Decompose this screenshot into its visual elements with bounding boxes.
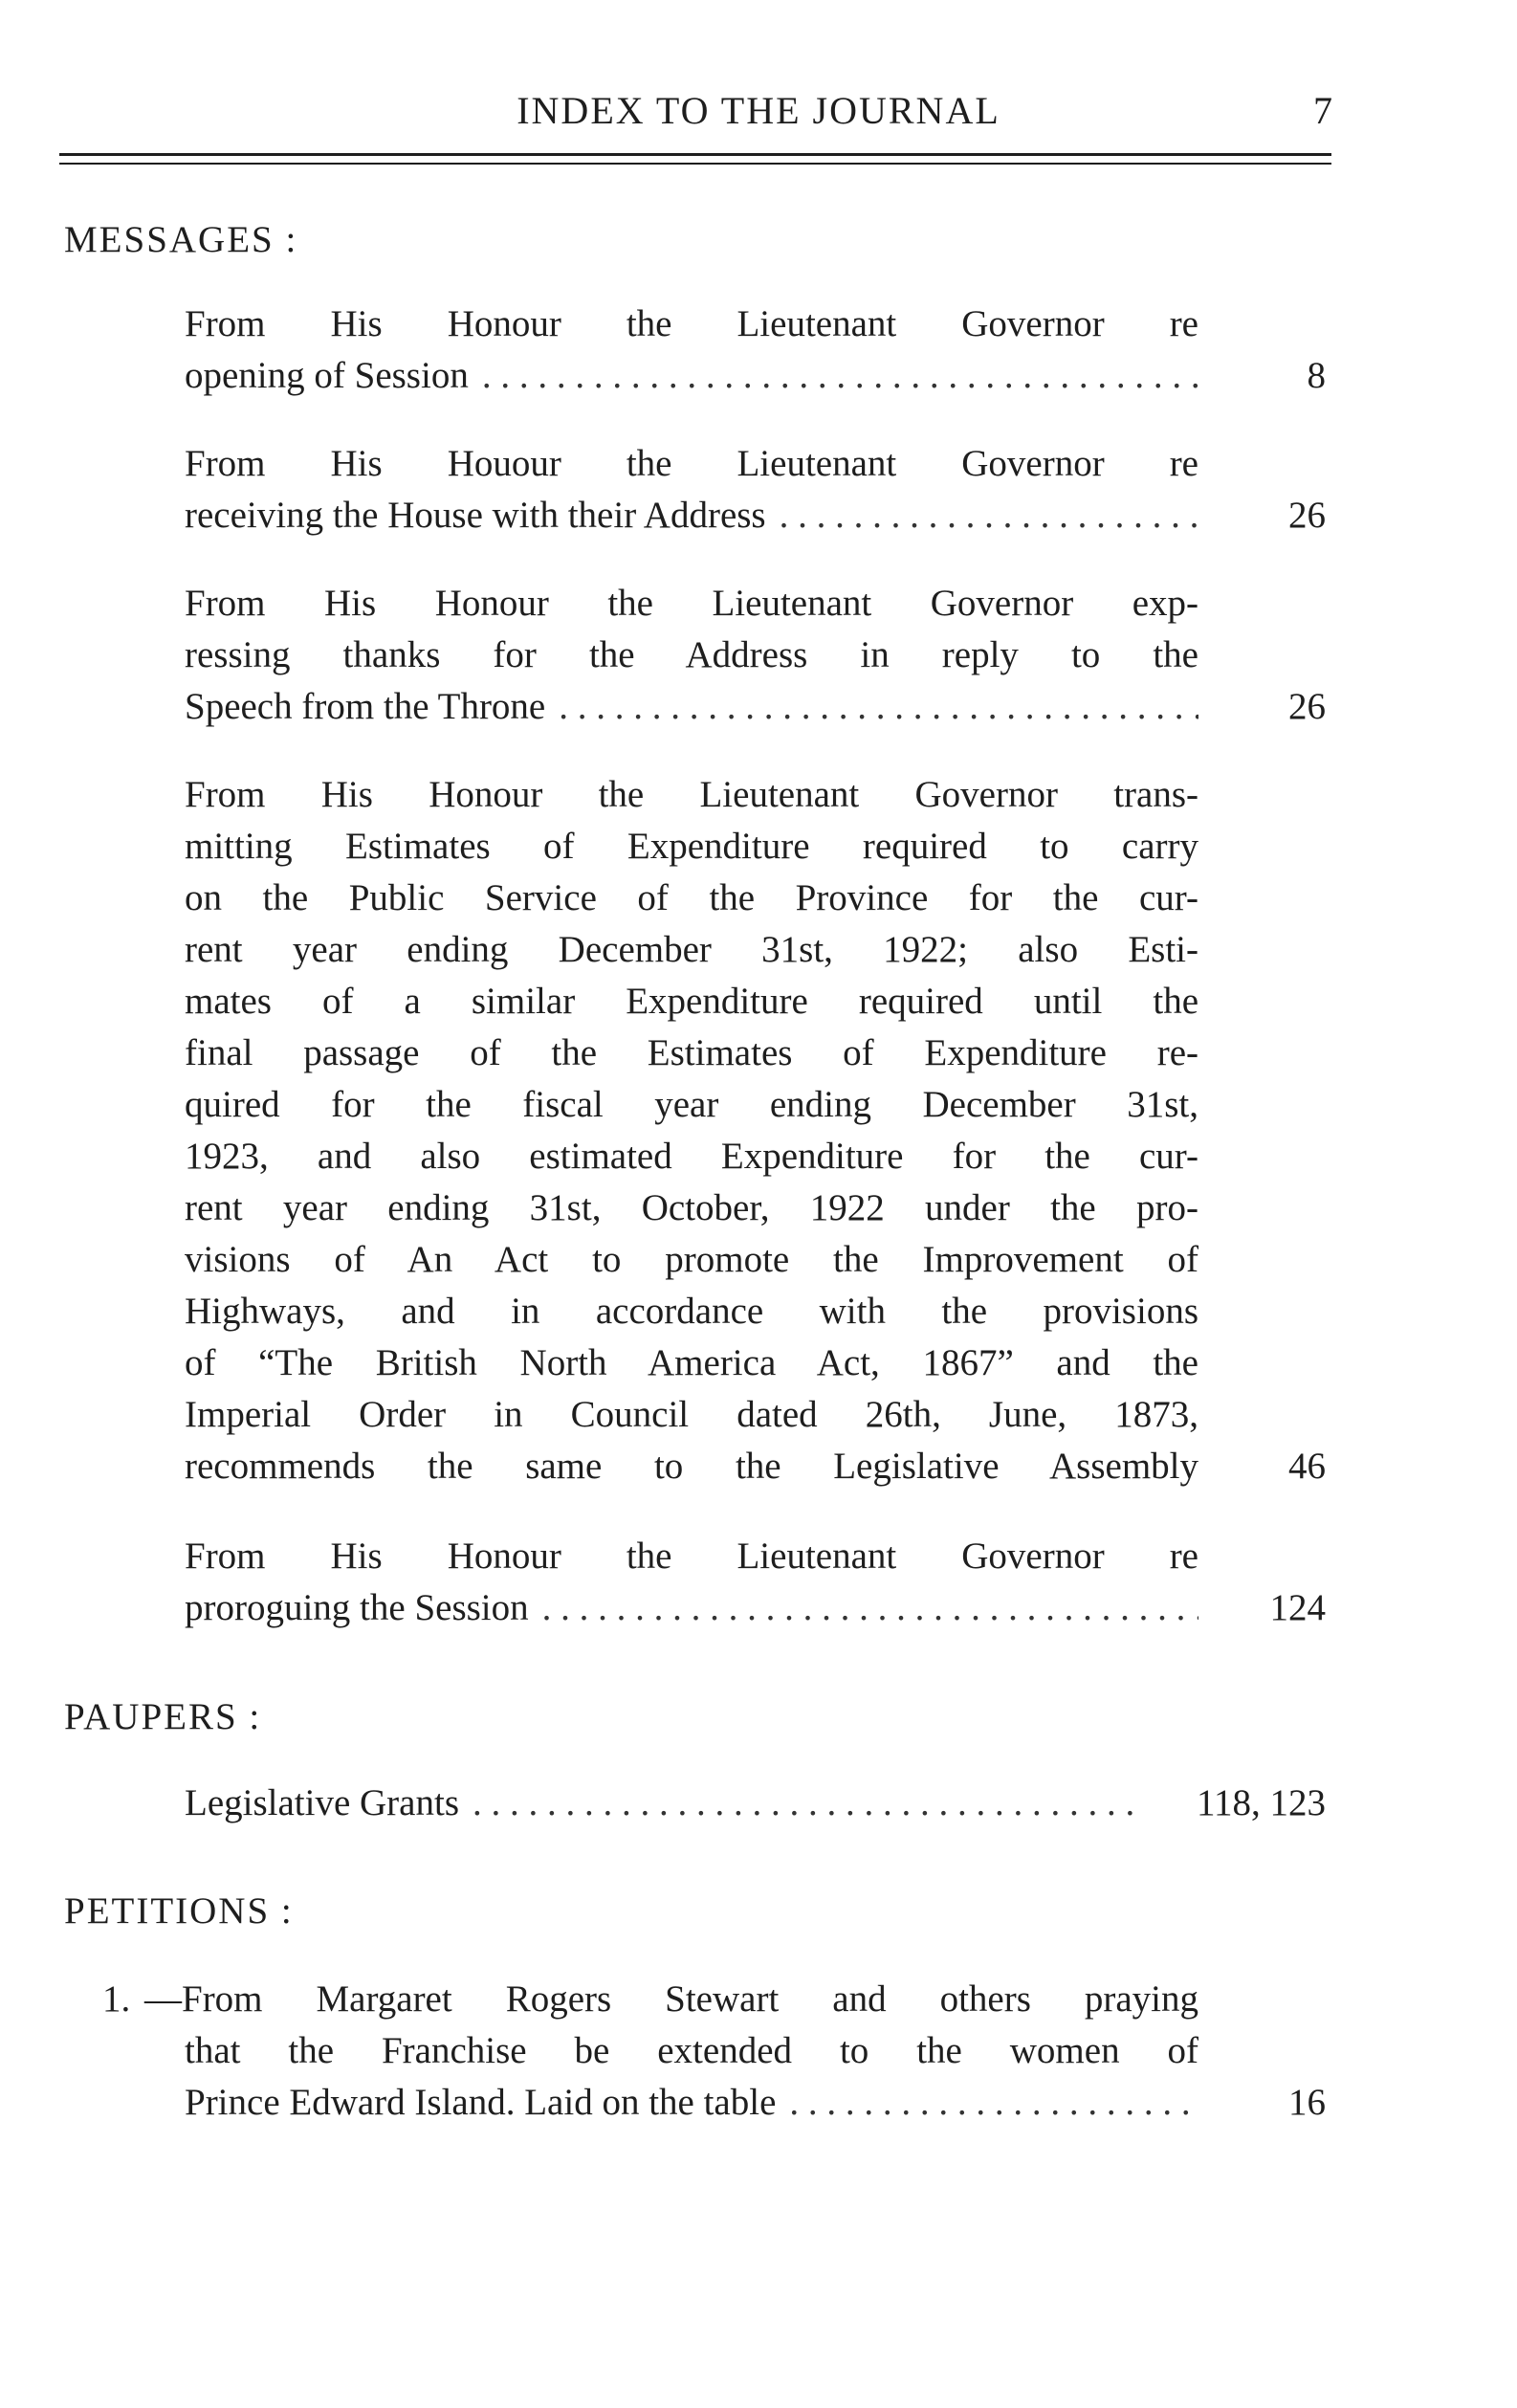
dot-leader: [482, 350, 1198, 402]
entry-line: [185, 298, 1326, 350]
entry-text: recommends the same to the Legislative Assembly: [185, 1446, 1198, 1487]
entry-text: opening of Session: [185, 355, 469, 396]
entry-line: [185, 976, 1326, 1027]
entry-text: final passage of the Estimates of Expenditure re-: [185, 1032, 1198, 1073]
entry-text: From His Honour the Lieutenant Governor re: [185, 1535, 1198, 1577]
entry-line: [185, 1531, 1326, 1582]
dot-leader: [542, 1582, 1198, 1634]
entry-text: From His Honour the Lieutenant Governor trans-: [185, 774, 1198, 815]
page-reference: 8: [1307, 355, 1326, 396]
entry-text-last: [185, 681, 1198, 733]
entry-text: receiving the House with their Address: [185, 495, 766, 536]
page-reference: 26: [1288, 495, 1326, 536]
entry-text: rent year ending 31st, October, 1922 under the pro-: [185, 1187, 1198, 1228]
index-entry: [185, 769, 1326, 1492]
running-head: [0, 88, 1517, 136]
index-entry: [185, 298, 1326, 402]
header-rule-top: [59, 153, 1331, 156]
page-reference: 46: [1288, 1446, 1326, 1487]
dot-leader: [559, 681, 1198, 733]
entry-text: that the Franchise be extended to the women of: [185, 2030, 1198, 2071]
entry-line: [185, 1131, 1326, 1182]
entry-line: [185, 490, 1326, 541]
page-reference: 124: [1269, 1587, 1326, 1628]
index-entry: [185, 578, 1326, 733]
entry-line: [102, 1974, 1326, 2025]
entry-line: [185, 578, 1326, 630]
page-reference: 118, 123: [1196, 1782, 1326, 1823]
entry-line: [185, 1286, 1326, 1337]
entry-text: —From Margaret Rogers Stewart and others praying: [144, 1978, 1198, 2020]
entry-text: Legislative Grants: [185, 1782, 459, 1823]
entry-text: mitting Estimates of Expenditure required to carry: [185, 826, 1198, 867]
entry-line: [185, 924, 1326, 976]
entry-line: [185, 821, 1326, 873]
entry-text: rent year ending December 31st, 1922; also Esti-: [185, 929, 1198, 970]
entry-line: [185, 1337, 1326, 1389]
entry-text-last: [185, 1582, 1198, 1634]
index-entry: [185, 438, 1326, 541]
entry-text: From His Houour the Lieutenant Governor re: [185, 443, 1198, 484]
entry-text-last: [185, 2077, 1198, 2129]
entry-text: From His Honour the Lieutenant Governor re: [185, 303, 1198, 344]
section-heading-petitions: PETITIONS :: [64, 1890, 294, 1932]
dot-leader: [789, 2077, 1198, 2129]
entry-text: mates of a similar Expenditure required until the: [185, 981, 1198, 1022]
dot-leader: [780, 490, 1198, 541]
entry-text-last: [185, 350, 1198, 402]
entry-line: [185, 1182, 1326, 1234]
entry-text: of “The British North America Act, 1867” and the: [185, 1342, 1198, 1383]
section-heading-messages: MESSAGES :: [64, 219, 298, 260]
entry-line: [185, 2077, 1326, 2129]
entry-line: [185, 769, 1326, 821]
entry-text: 1923, and also estimated Expenditure for the cur-: [185, 1136, 1198, 1177]
entry-line: [185, 1027, 1326, 1079]
entry-text: Highways, and in accordance with the provisions: [185, 1291, 1198, 1332]
entry-text-last: [185, 490, 1198, 541]
entry-number: 1.: [102, 1978, 131, 2020]
dot-leader: [473, 1778, 1146, 1829]
entry-line: [185, 1389, 1326, 1441]
index-entry: [185, 1778, 1326, 1829]
entry-text: Imperial Order in Council dated 26th, June, 1873,: [185, 1394, 1198, 1435]
entry-line: [185, 630, 1326, 681]
entry-line: [185, 1234, 1326, 1286]
entry-text: ressing thanks for the Address in reply to the: [185, 634, 1198, 675]
header-rule-bottom: [59, 163, 1331, 165]
entry-line: [185, 1778, 1326, 1829]
entry-text: Prince Edward Island. Laid on the table: [185, 2082, 777, 2123]
entry-line: [185, 438, 1326, 490]
entry-text: quired for the fiscal year ending December 31st,: [185, 1084, 1198, 1125]
running-title: INDEX TO THE JOURNAL: [517, 89, 1000, 132]
page-reference: 16: [1288, 2082, 1326, 2123]
index-entry: [102, 1974, 1326, 2129]
entry-line: [185, 350, 1326, 402]
section-heading-paupers: PAUPERS :: [64, 1696, 262, 1737]
entry-line: [185, 1441, 1326, 1492]
entry-line: [185, 1582, 1326, 1634]
entry-text: on the Public Service of the Province for the cur-: [185, 877, 1198, 918]
entry-text: Speech from the Throne: [185, 686, 546, 727]
entry-line: [185, 1079, 1326, 1131]
entry-line: [185, 2025, 1326, 2077]
entry-text: visions of An Act to promote the Improvement of: [185, 1239, 1198, 1280]
entry-line: [185, 873, 1326, 924]
page-number: 7: [1313, 89, 1332, 132]
index-entry: [185, 1531, 1326, 1634]
entry-text: proroguing the Session: [185, 1587, 529, 1628]
entry-text: From His Honour the Lieutenant Governor exp-: [185, 583, 1198, 624]
entry-text-last: [185, 1778, 1146, 1829]
page-reference: 26: [1288, 686, 1326, 727]
entry-line: [185, 681, 1326, 733]
